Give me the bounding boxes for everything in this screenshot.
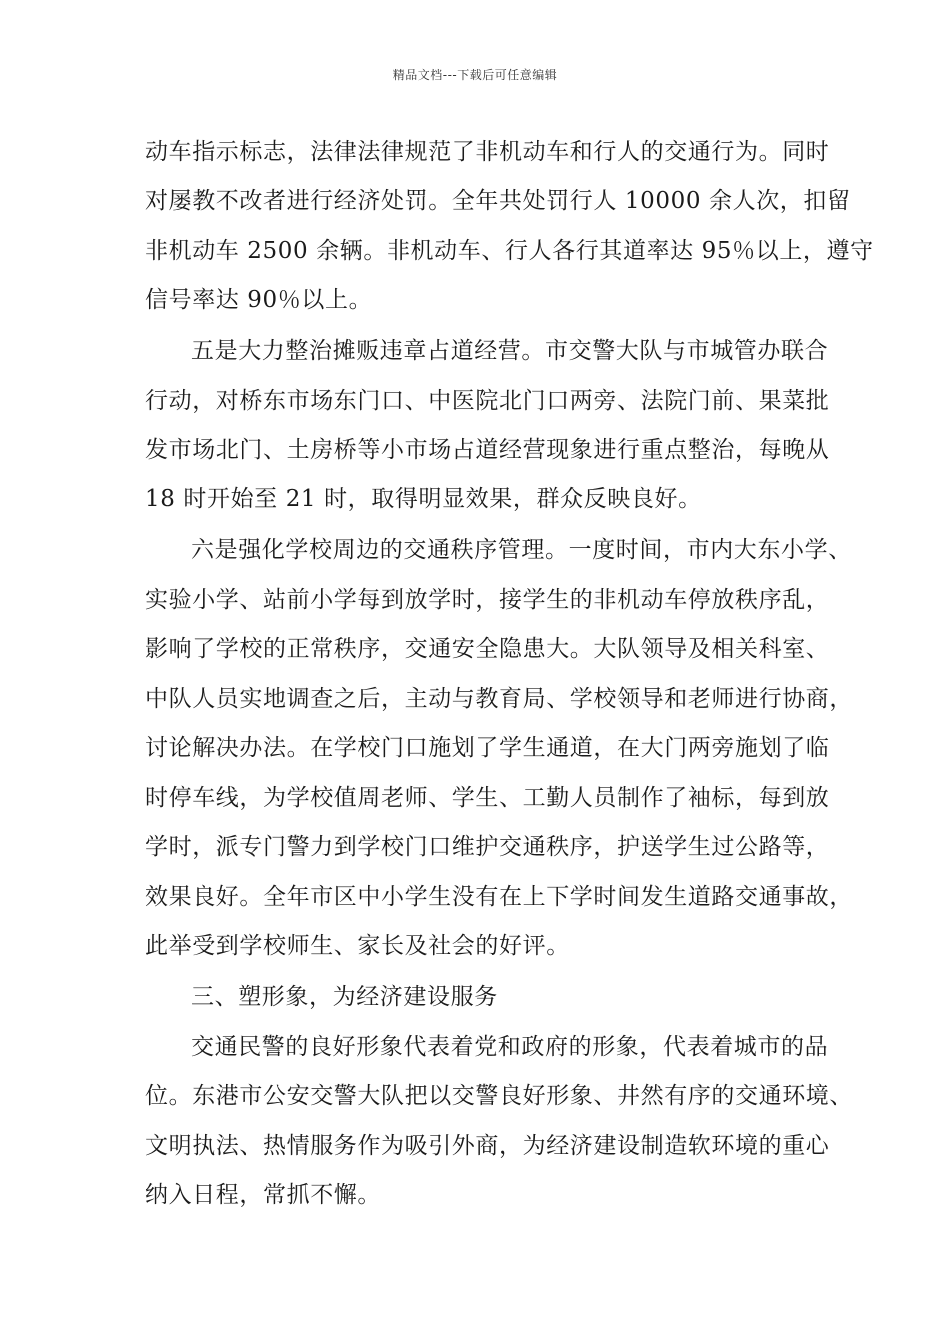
body-line: 此举受到学校师生、家长及社会的好评。	[145, 933, 570, 959]
paragraph-first-line: 交通民警的良好形象代表着党和政府的形象，代表着城市的品	[191, 1034, 829, 1060]
body-line: 对屡教不改者进行经济处罚。全年共处罚行人 10000 余人次，扣留	[145, 188, 851, 214]
body-line: 非机动车 2500 余辆。非机动车、行人各行其道率达 95％以上，遵守	[145, 238, 874, 264]
body-line: 中队人员实地调查之后，主动与教育局、学校领导和老师进行协商，	[145, 686, 853, 712]
body-line: 18 时开始至 21 时，取得明显效果，群众反映良好。	[145, 486, 702, 512]
body-line: 时停车线，为学校值周老师、学生、工勤人员制作了袖标，每到放	[145, 785, 830, 811]
body-line: 讨论解决办法。在学校门口施划了学生通道，在大门两旁施划了临	[145, 735, 830, 761]
body-line: 纳入日程，常抓不懈。	[145, 1182, 381, 1208]
body-line: 行动，对桥东市场东门口、中医院北门口两旁、法院门前、果菜批	[145, 388, 830, 414]
body-line: 信号率达 90％以上。	[145, 287, 373, 313]
body-line: 文明执法、热情服务作为吸引外商，为经济建设制造软环境的重心	[145, 1133, 830, 1159]
body-line: 位。东港市公安交警大队把以交警良好形象、井然有序的交通环境、	[145, 1083, 853, 1109]
paragraph-first-line: 六是强化学校周边的交通秩序管理。一度时间，市内大东小学、	[191, 537, 852, 563]
body-line: 影响了学校的正常秩序，交通安全隐患大。大队领导及相关科室、	[145, 636, 830, 662]
paragraph-first-line: 五是大力整治摊贩违章占道经营。市交警大队与市城管办联合	[191, 338, 829, 364]
body-line: 效果良好。全年市区中小学生没有在上下学时间发生道路交通事故，	[145, 884, 853, 910]
body-line: 发市场北门、土房桥等小市场占道经营现象进行重点整治，每晚从	[145, 437, 830, 463]
body-line: 学时，派专门警力到学校门口维护交通秩序，护送学生过公路等，	[145, 834, 830, 860]
section-heading: 三、塑形象，为经济建设服务	[191, 984, 498, 1010]
body-line: 动车指示标志，法律法律规范了非机动车和行人的交通行为。同时	[145, 139, 830, 165]
body-line: 实验小学、站前小学每到放学时，接学生的非机动车停放秩序乱，	[145, 587, 830, 613]
page-header: 精品文档---下载后可任意编辑	[392, 68, 558, 82]
